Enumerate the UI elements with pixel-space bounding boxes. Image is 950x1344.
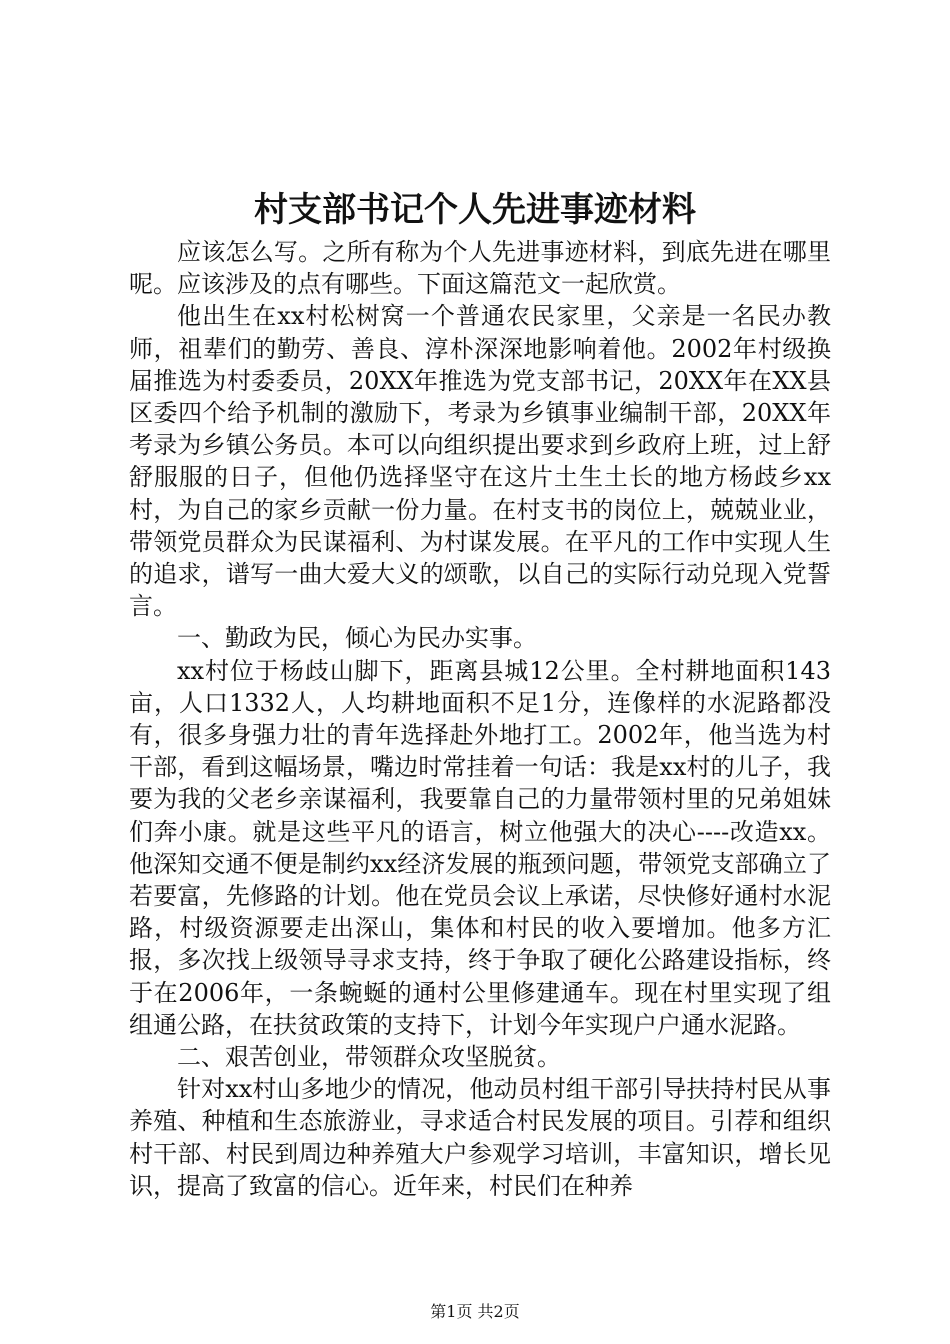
- intro-paragraph: 应该怎么写。之所有称为个人先进事迹材料，到底先进在哪里呢。应该涉及的点有哪些。下面这篇范文一起欣赏。: [129, 238, 831, 299]
- section-heading-2: 二、艰苦创业，带领群众攻坚脱贫。: [177, 1043, 561, 1072]
- document-body: [129, 236, 831, 1202]
- section-1-paragraph: xx村位于杨歧山脚下，距离县城12公里。全村耕地面积143亩，人口1332人，人均耕地面积不足1分，连像样的水泥路都没有，很多身强力壮的青年选择赴外地打工。2002年，他当选为村干部，看到这幅场景，嘴边时常挂着一句话：我是xx村的儿子，我要为我的父老乡亲谋福利，我要靠自己的力量带领村里的兄弟姐妹们奔小康。就是这些平凡的语言，树立他强大的决心----改造xx。他深知交通不便是制约xx经济发展的瓶颈问题，带领党支部确立了若要富，先修路的计划。他在党员会议上承诺，尽快修好通村水泥路，村级资源要走出深山，集体和村民的收入要增加。他多方汇报，多次找上级领导寻求支持，终于争取了硬化公路建设指标，终于在2006年，一条蜿蜒的通村公里修建通车。现在村里实现了组组通公路，在扶贫政策的支持下，计划今年实现户户通水泥路。: [129, 656, 831, 1039]
- background-paragraph: 他出生在xx村松树窝一个普通农民家里，父亲是一名民办教师，祖辈们的勤劳、善良、淳朴深深地影响着他。2002年村级换届推选为村委委员，20XX年推选为党支部书记，20XX年在XX县区委四个给予机制的激励下，考录为乡镇事业编制干部，20XX年考录为乡镇公务员。本可以向组织提出要求到乡政府上班，过上舒舒服服的日子，但他仍选择坚守在这片土生土长的地方杨歧乡xx村，为自己的家乡贡献一份力量。在村支书的岗位上，兢兢业业，带领党员群众为民谋福利、为村谋发展。在平凡的工作中实现人生的追求，谱写一曲大爱大义的颂歌，以自己的实际行动兑现入党誓言。: [129, 302, 831, 621]
- section-heading-1: 一、勤政为民，倾心为民办实事。: [177, 624, 537, 653]
- document-title: 村支部书记个人先进事迹材料: [254, 190, 696, 230]
- page-number-footer: 第1页 共2页: [430, 1302, 520, 1321]
- section-2-paragraph: 针对xx村山多地少的情况，他动员村组干部引导扶持村民从事养殖、种植和生态旅游业，寻求适合村民发展的项目。引荐和组织村干部、村民到周边种养殖大户参观学习培训，丰富知识，增长见识，提高了致富的信心。近年来，村民们在种养: [129, 1075, 831, 1200]
